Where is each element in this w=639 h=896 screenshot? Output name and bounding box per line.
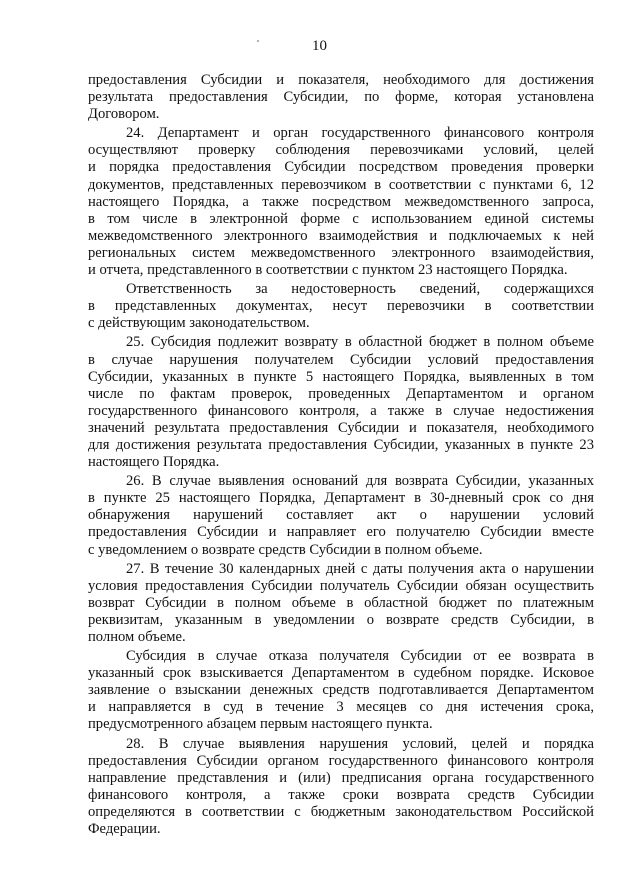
text-line: Федерации.: [88, 821, 161, 838]
paragraph: [88, 281, 594, 332]
text-line: предусмотренного абзацем первым настоящего пункта.: [88, 716, 433, 733]
text-line: 26. В случае выявления оснований для возврата Субсидии, указанных: [126, 473, 594, 490]
document-body: [88, 72, 594, 840]
text-line: возврат Субсидии в полном объеме в областной бюджет по платежным: [88, 594, 594, 611]
text-line: заявление о взыскании денежных средств подготавливается Департаментом: [88, 682, 594, 699]
text-line: с уведомлением о возврате средств Субсидии в полном объеме.: [88, 541, 483, 558]
text-line: межведомственного электронного взаимодействия и подключаемых к ней: [88, 227, 594, 244]
text-line: условия предоставления Субсидии получатель Субсидии обязан осуществить: [88, 577, 594, 594]
text-line: и порядка предоставления Субсидии посредством проведения проверки: [88, 159, 594, 176]
text-line: в том числе в электронной форме с использованием единой системы: [88, 210, 594, 227]
text-line: финансового контроля, а также сроки возврата средств Субсидии: [88, 786, 594, 803]
text-line: Договором.: [88, 106, 160, 123]
paragraph: [88, 334, 594, 471]
text-line: с действующим законодательством.: [88, 315, 310, 332]
paragraph: [88, 561, 594, 646]
text-line: указанный срок взыскивается Департаментом в судебном порядке. Исковое: [88, 665, 594, 682]
text-line: в представленных документах, несут перевозчики в соответствии: [88, 298, 594, 315]
text-line: результата предоставления Субсидии, по форме, которая установлена: [88, 89, 594, 106]
text-line: определяются в соответствии с бюджетным законодательством Российской: [88, 803, 594, 820]
text-line: реквизитам, указанным в уведомлении о возврате средств Субсидии, в: [88, 611, 594, 628]
paragraph: [88, 736, 594, 839]
text-line: предоставления Субсидии и показателя, необходимого для достижения: [88, 72, 594, 88]
text-line: 24. Департамент и орган государственного финансового контроля: [126, 125, 594, 142]
text-line: государственного финансового контроля, а также в случае недостижения: [88, 402, 594, 419]
text-line: предоставления Субсидии и направляет его получателю Субсидии вместе: [88, 524, 594, 541]
text-line: и направляется в суд в течение 3 месяцев со дня истечения срока,: [88, 699, 594, 716]
text-line: 28. В случае выявления нарушения условий, целей и порядка: [126, 735, 594, 752]
text-line: полном объеме.: [88, 629, 186, 645]
text-line: настоящего Порядка.: [88, 454, 220, 471]
text-line: значений результата предоставления Субсидии и показателя, необходимого: [88, 419, 594, 436]
text-line: осуществляют проверку соблюдения перевозчиками условий, целей: [88, 142, 594, 159]
paragraph: [88, 473, 594, 558]
paragraph: [88, 648, 594, 733]
text-line: в пункте 25 настоящего Порядка, Департамент в 30-дневный срок со дня: [88, 490, 594, 507]
text-line: документов, представленных перевозчиком в соответствии с пунктами 6, 12: [88, 176, 594, 193]
text-line: направление представления и (или) предписания органа государственного: [88, 769, 594, 786]
text-line: в случае нарушения получателем Субсидии условий предоставления: [88, 351, 594, 368]
paragraph: [88, 125, 594, 279]
text-line: и отчета, представленного в соответствии с пунктом 23 настоящего Порядка.: [88, 262, 568, 279]
text-line: Субсидии, указанных в пункте 5 настоящего Порядка, выявленных в том: [88, 368, 594, 385]
text-line: Субсидия в случае отказа получателя Субсидии от ее возврата в: [126, 648, 594, 665]
text-line: обнаружения нарушений составляет акт о нарушении условий: [88, 507, 594, 524]
text-line: настоящего Порядка, а также посредством межведомственного запроса,: [88, 193, 594, 210]
text-line: региональных систем межведомственного электронного взаимодействия,: [88, 244, 594, 261]
text-line: Ответственность за недостоверность сведений, содержащихся: [126, 281, 594, 298]
paragraph: [88, 72, 594, 123]
text-line: для достижения результата предоставления Субсидии, указанных в пункте 23: [88, 436, 594, 453]
text-line: числе по фактам проверок, проведенных Департаментом и органом: [88, 385, 594, 402]
text-line: предоставления Субсидии органом государственного финансового контроля: [88, 752, 594, 769]
text-line: 27. В течение 30 календарных дней с даты получения акта о нарушении: [126, 560, 594, 577]
page-number: 10: [312, 38, 327, 54]
text-line: 25. Субсидия подлежит возврату в областной бюджет в полном объеме: [126, 334, 594, 351]
scan-speck: [257, 40, 259, 42]
